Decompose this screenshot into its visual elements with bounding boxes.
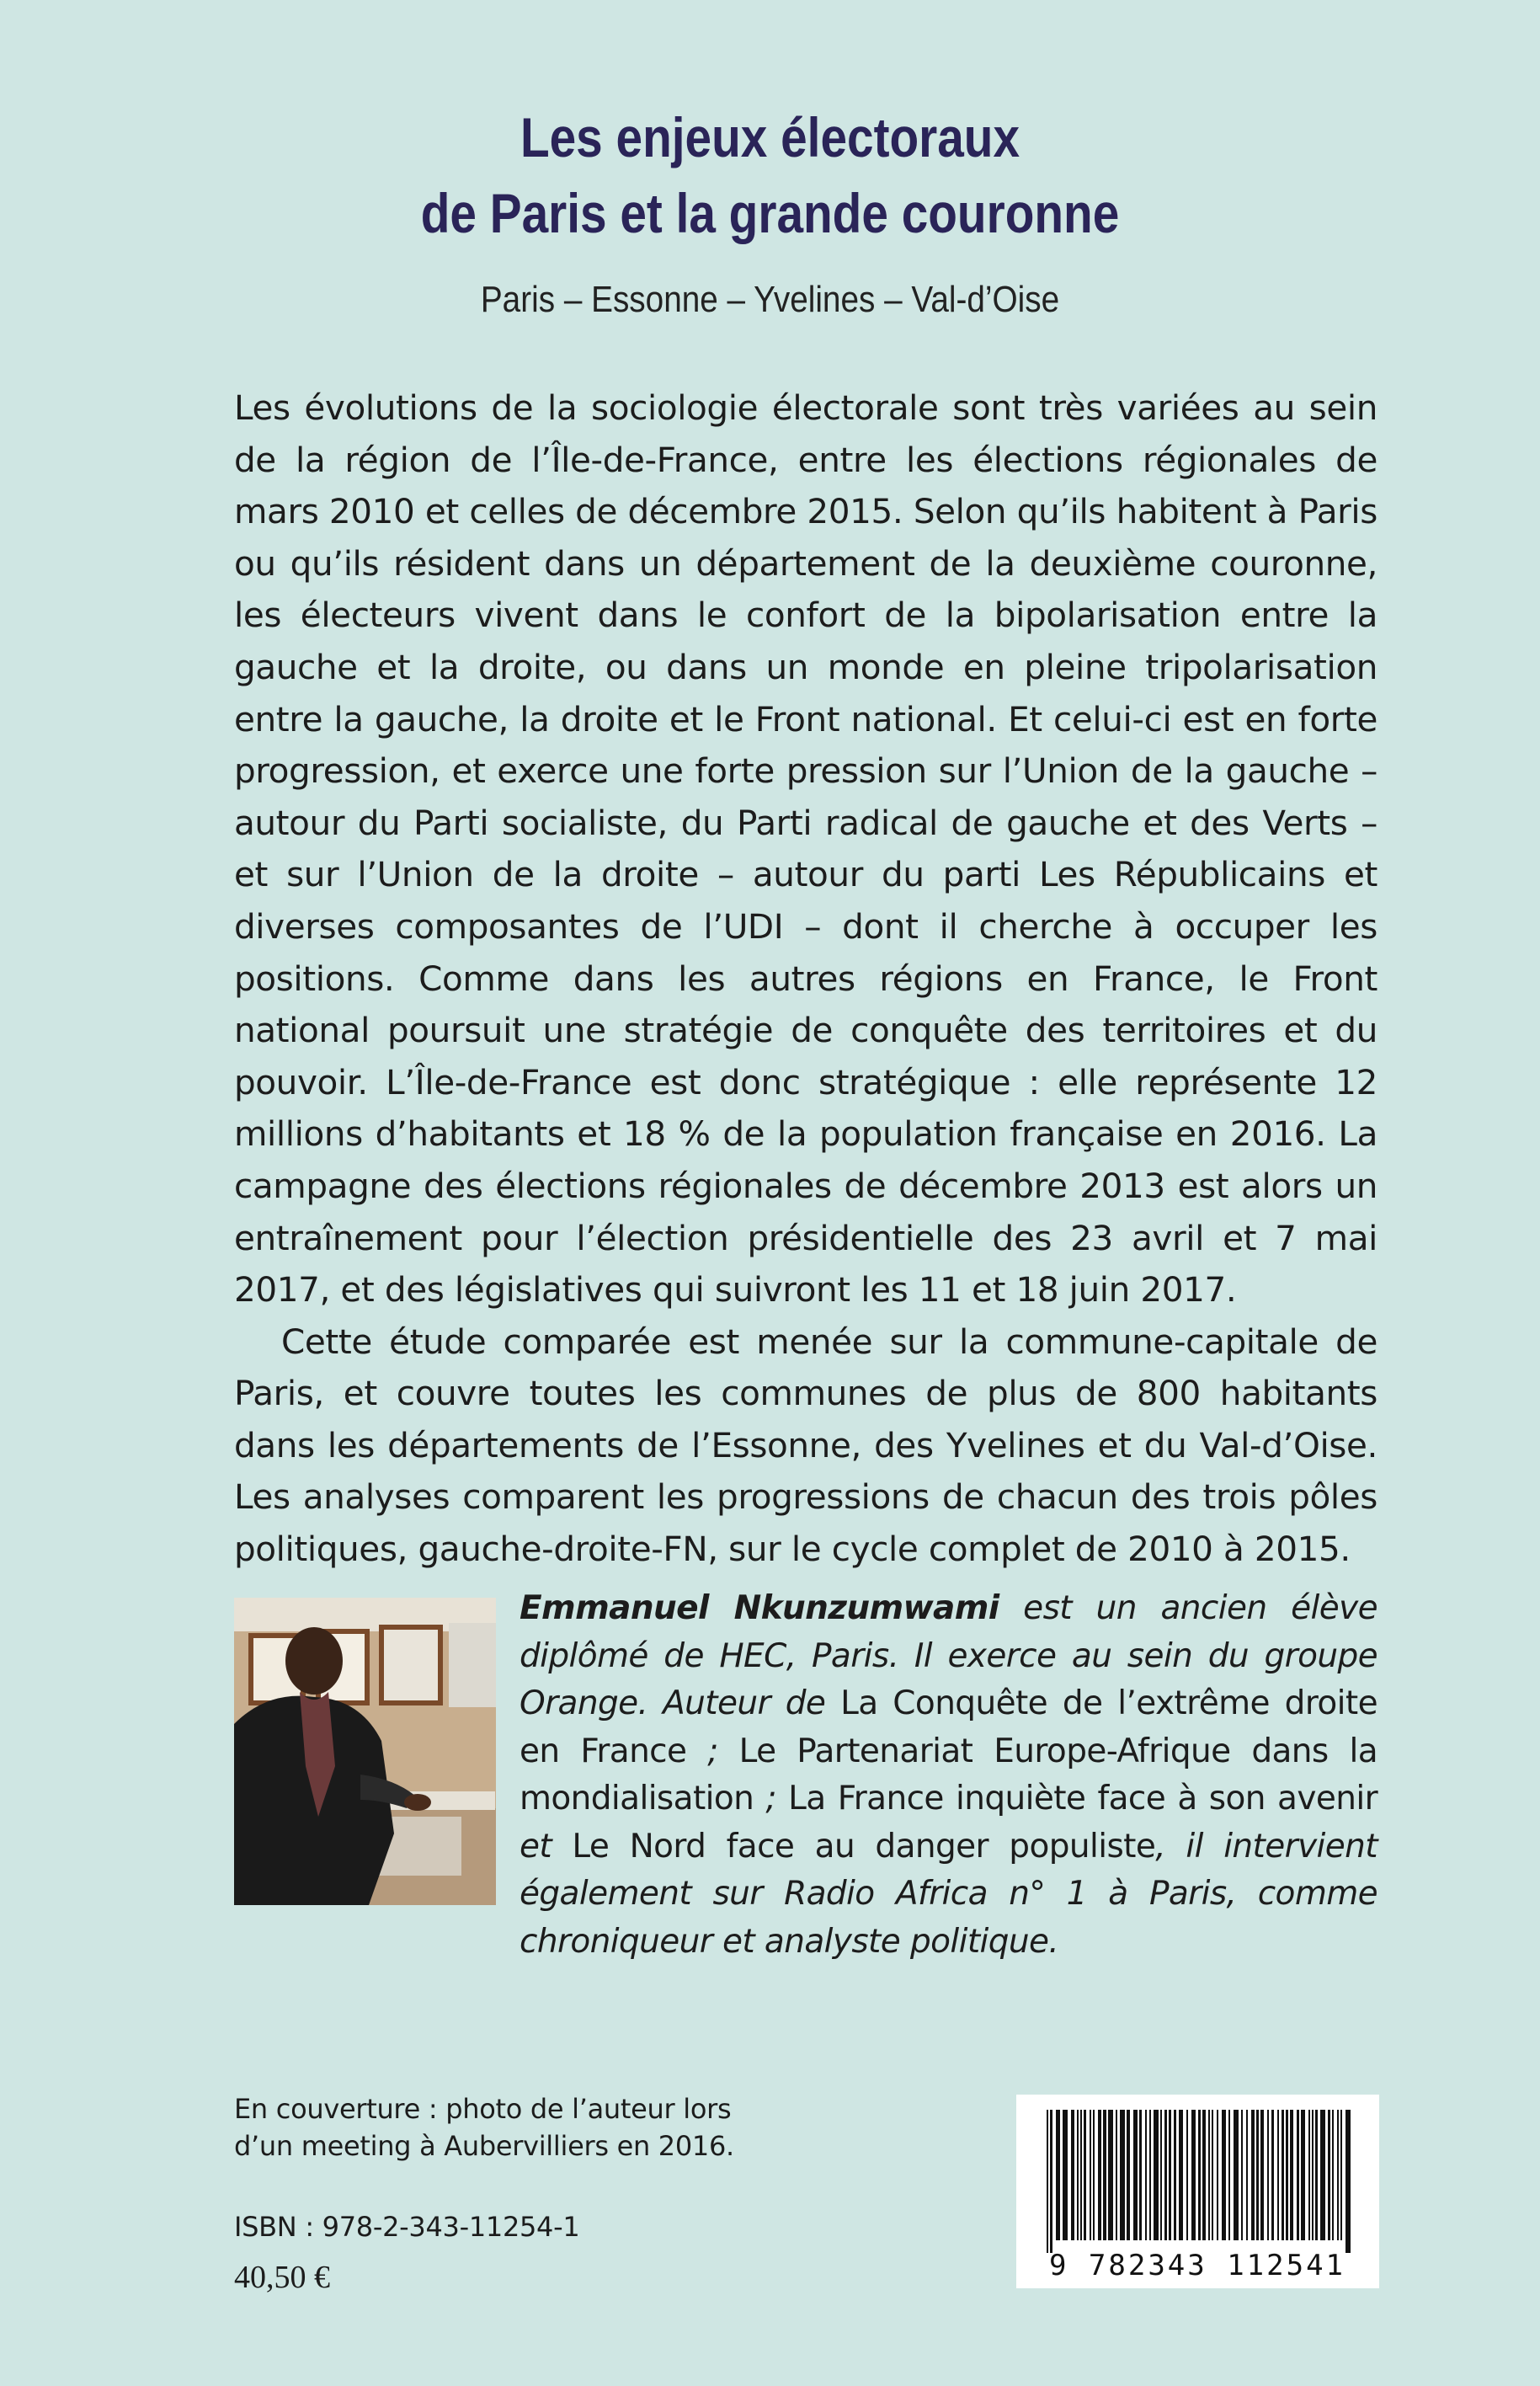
barcode-bar <box>1277 2110 1279 2240</box>
barcode-bar <box>1290 2110 1293 2240</box>
barcode-bar <box>1047 2110 1048 2253</box>
separator-1: ; <box>686 1732 739 1770</box>
barcode-bar <box>1340 2110 1342 2240</box>
barcode-bar <box>1108 2110 1113 2240</box>
barcode-bar <box>1312 2110 1314 2240</box>
barcode-bar <box>1084 2110 1086 2240</box>
barcode-bar <box>1332 2110 1334 2240</box>
barcode-bar <box>1202 2110 1206 2240</box>
book-title-4: Le Nord face au danger populiste <box>572 1827 1156 1866</box>
barcode-bar <box>1282 2110 1284 2240</box>
book-title-1: La Conquête de l’extrême droite en France <box>520 1684 1377 1770</box>
barcode-bar <box>1191 2110 1196 2240</box>
book-title <box>108 99 1432 251</box>
credit-line-1: En couverture : photo de l’auteur lors <box>234 2093 732 2125</box>
barcode-bar <box>1090 2110 1091 2240</box>
author-bio-part-2: , il intervient également sur Radio Africa n° 1 à Paris, comme chroniqueur et analyste politique. <box>520 1827 1377 1961</box>
barcode-bar <box>1217 2110 1218 2240</box>
barcode-bar <box>1251 2110 1255 2240</box>
book-subtitle: Paris – Essonne – Yvelines – Val-d’Oise <box>480 279 1060 320</box>
barcode-bar <box>1050 2110 1052 2253</box>
price: 40,50 € <box>234 2260 330 2295</box>
barcode-bar <box>1308 2110 1310 2240</box>
barcode-bar <box>1267 2110 1269 2240</box>
barcode-bar <box>1320 2110 1325 2240</box>
barcode-bar <box>1271 2110 1274 2240</box>
barcode-bar <box>1328 2110 1330 2240</box>
book-title-2: Le Partenariat Europe-Afrique dans la mondialisation <box>520 1732 1377 1818</box>
barcode-bar <box>1241 2110 1243 2240</box>
book-title-line-1: Les enjeux électoraux <box>520 106 1020 168</box>
barcode-bar <box>1116 2110 1117 2240</box>
barcode-bar <box>1179 2110 1183 2240</box>
barcode-bar <box>1346 2110 1351 2253</box>
author-name: Emmanuel Nkunzumwami <box>520 1589 999 1627</box>
barcode <box>1016 2095 1379 2288</box>
author-photo <box>234 1598 496 1905</box>
barcode-bar <box>1093 2110 1095 2240</box>
barcode-graphic <box>1016 2095 1379 2288</box>
isbn: ISBN : 978-2-343-11254-1 <box>234 2211 580 2243</box>
barcode-bar <box>1164 2110 1167 2240</box>
barcode-bar <box>1208 2110 1210 2240</box>
barcode-bar <box>1145 2110 1147 2240</box>
barcode-bar <box>1337 2110 1339 2240</box>
barcode-bar <box>1169 2110 1171 2240</box>
barcode-bar <box>1301 2110 1305 2240</box>
barcode-bar <box>1286 2110 1288 2240</box>
barcode-bar <box>1222 2110 1226 2240</box>
author-bio-part-1: est un ancien élève diplômé de HEC, Paris. Il exerce au sein du groupe Orange. Auteur de <box>520 1589 1377 1722</box>
author-bio <box>520 1585 1377 1966</box>
barcode-bar <box>1174 2110 1176 2240</box>
barcode-bar <box>1098 2110 1101 2240</box>
book-title-3: La France inquiète face à son avenir <box>788 1780 1377 1818</box>
barcode-bar <box>1256 2110 1259 2240</box>
barcode-bar <box>1228 2110 1230 2240</box>
barcode-bar <box>1154 2110 1159 2240</box>
barcode-bar <box>1080 2110 1082 2240</box>
summary-paragraph-1: Les évolutions de la sociologie électorale sont très variées au sein de la région de l’Île-de-France, entre les élections régionales de mars 2010 et celles de décembre 2015. Selon qu’ils habitent à Paris ou qu’ils résident dans un département de la deuxième couronne, les électeurs vivent dans le confort de la bipolarisation entre la gauche et la droite, ou dans un monde en pleine tripolarisation entre la gauche, la droite et le Front national. Et celui-ci est en forte progression, et exerce une forte pression sur l’Union de la gauche – autour du Parti socialiste, du Parti radical de gauche et des Verts – et sur l’Union de la droite – autour du parti Les Républicains et diverses composantes de l’UDI – dont il cherche à occuper les positions. Comme dans les autres régions en France, le Front national poursuit une stratégie de conquête des territoires et du pouvoir. L’Île-de-France est donc stratégique : elle représente 12 millions d’habitants et 18 % de la population française en 2016. La campagne des élections régionales de décembre 2013 est alors un entraînement pour l’élection présidentielle des 23 avril et 7 mai 2017, et des législatives qui suivront les 11 et 18 juin 2017. <box>234 387 1377 1310</box>
barcode-bar <box>1260 2110 1264 2240</box>
summary-paragraph-2: Cette étude comparée est menée sur la commune-capitale de Paris, et couvre toutes les communes de plus de 800 habitants dans les départements de l’Essonne, des Yvelines et du Val-d’Oise. Les analyses comparent les progressions de chacun des trois pôles politiques, gauche-droite-FN, sur le cycle complet de 2010 à 2015. <box>234 1321 1377 1570</box>
barcode-bar <box>1063 2110 1068 2240</box>
barcode-bar <box>1297 2110 1299 2240</box>
barcode-bar <box>1246 2110 1248 2240</box>
barcode-bars <box>1047 2110 1351 2253</box>
barcode-bar <box>1315 2110 1318 2240</box>
barcode-bar <box>1234 2110 1239 2240</box>
barcode-bar <box>1149 2110 1151 2240</box>
barcode-bar <box>1127 2110 1130 2240</box>
barcode-bar <box>1160 2110 1162 2240</box>
barcode-bar <box>1071 2110 1074 2240</box>
book-title-line-2: de Paris et la grande couronne <box>420 182 1120 244</box>
barcode-bar <box>1198 2110 1201 2240</box>
cover-photo-credit <box>234 2090 823 2164</box>
summary-text <box>234 382 1377 1576</box>
barcode-bar <box>1103 2110 1106 2240</box>
barcode-digits: 9 782343 112541 <box>1048 2249 1346 2282</box>
barcode-bar <box>1056 2110 1060 2240</box>
barcode-bar <box>1133 2110 1138 2240</box>
barcode-bar <box>1186 2110 1188 2240</box>
separator-3: et <box>520 1827 573 1866</box>
credit-line-2: d’un meeting à Aubervilliers en 2016. <box>234 2130 734 2162</box>
barcode-bar <box>1120 2110 1125 2240</box>
barcode-bar <box>1139 2110 1142 2240</box>
separator-2: ; <box>754 1780 789 1818</box>
barcode-bar <box>1077 2110 1079 2240</box>
barcode-bar <box>1212 2110 1213 2240</box>
